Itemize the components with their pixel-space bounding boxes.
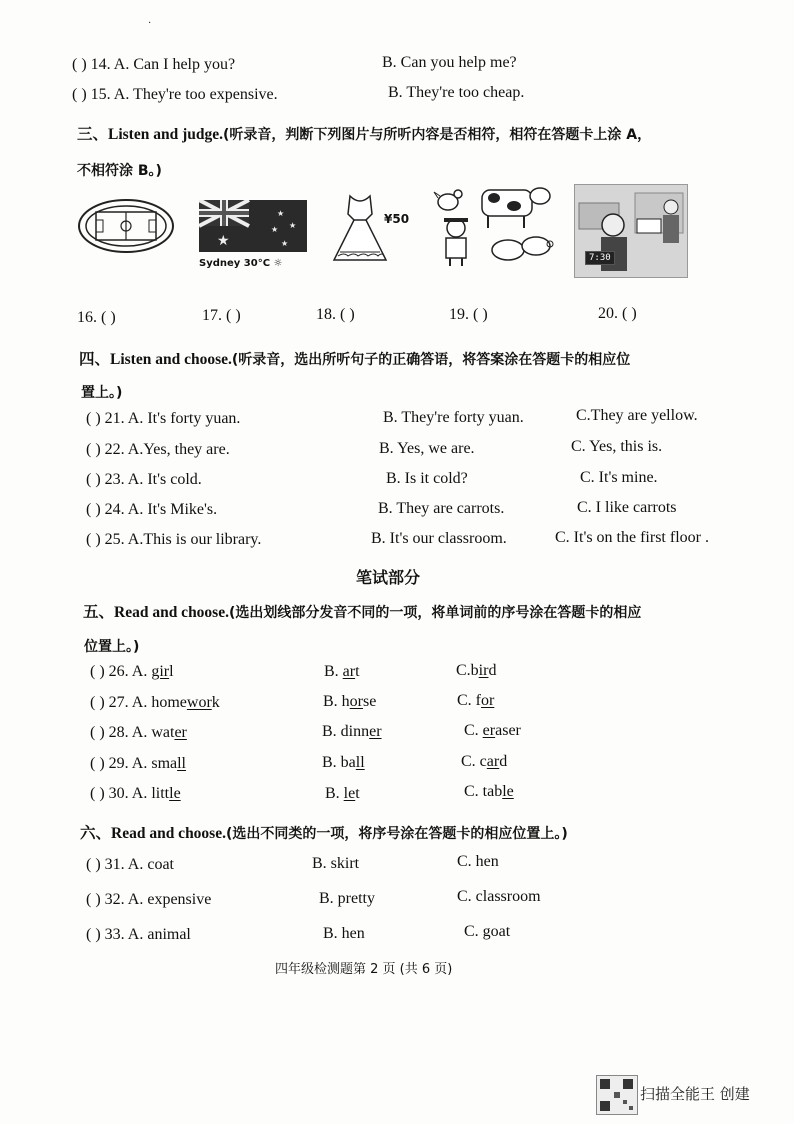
q33-row [86, 926, 191, 944]
q28-row [90, 724, 187, 742]
q14-row [72, 56, 235, 74]
svg-text:★: ★ [271, 225, 279, 234]
q30-option-b [325, 785, 360, 803]
option-text: t [355, 785, 360, 802]
answer-paren[interactable]: ( ) [90, 724, 105, 741]
q25-row [86, 531, 261, 549]
q26-row [90, 663, 174, 681]
option-text: C.b [456, 662, 479, 679]
q33-option-c: C. goat [464, 923, 511, 940]
option-text: B. ba [322, 754, 356, 771]
option-text: A. home [131, 694, 187, 711]
q21-row [86, 410, 240, 428]
section5-title-cn: (选出划线部分发音不同的一项，将单词前的序号涂在答题卡的相应 [228, 605, 642, 621]
underlined-part: le [502, 783, 514, 800]
section4-title-en: 四、Listen and choose. [79, 351, 232, 368]
question-number: 15. [90, 86, 111, 103]
underlined-part: ar [486, 753, 500, 770]
q24-row [86, 501, 217, 519]
question-number: 29. [108, 755, 129, 772]
underlined-part: wor [186, 694, 212, 711]
underlined-part: le [169, 785, 181, 802]
answer-paren[interactable]: ( ) [90, 785, 105, 802]
underlined-part: ar [342, 663, 356, 680]
q24-option-b: B. They are carrots. [378, 500, 505, 517]
australia-flag-picture [199, 200, 309, 270]
answer-18[interactable]: 18. ( ) [316, 306, 355, 323]
underlined-part: er [369, 723, 382, 740]
option-text: B. [325, 785, 344, 802]
q29-option-c [461, 753, 507, 771]
question-number: 33. [104, 926, 125, 943]
q15-option-b: B. They're too cheap. [388, 84, 525, 101]
q23-option-b: B. Is it cold? [386, 470, 468, 487]
q28-option-c [464, 722, 521, 740]
option-text: A. sma [131, 755, 178, 772]
svg-text:★: ★ [217, 233, 230, 249]
answer-paren[interactable]: ( ) [90, 755, 105, 772]
option-text: C. tab [464, 783, 503, 800]
q25-option-c: C. It's on the first floor . [555, 529, 709, 546]
question-number: 21. [104, 410, 125, 427]
q27-row [90, 694, 220, 712]
page-footer: 四年级检测题第 2 页 (共 6 页) [275, 962, 453, 977]
option-text: C. c [461, 753, 487, 770]
question-number: 31. [104, 856, 125, 873]
hen-icon [434, 190, 462, 210]
underlined-part: or [349, 693, 363, 710]
option-text: A. litt [131, 785, 170, 802]
answer-paren[interactable]: ( ) [86, 856, 101, 873]
cow-icon [482, 188, 550, 228]
farm-animals-picture [432, 184, 554, 268]
option-a: A. They're too expensive. [113, 86, 278, 103]
section5-title [83, 600, 641, 622]
option-a: A. It's forty yuan. [127, 410, 241, 427]
q27-option-b [323, 693, 376, 711]
pig-icon [492, 237, 553, 260]
option-a: A. animal [127, 926, 191, 943]
weather-caption: Sydney 30°C [199, 258, 271, 269]
underlined-part: er [174, 724, 187, 741]
dress-icon [330, 192, 390, 264]
scan-mark: · [148, 18, 152, 29]
flag-icon [199, 200, 307, 252]
q24-option-c: C. I like carrots [577, 499, 677, 516]
answer-paren[interactable]: ( ) [72, 86, 87, 103]
sun-icon: ☼ [273, 258, 283, 269]
question-number: 27. [108, 694, 129, 711]
q22-option-c: C. Yes, this is. [571, 438, 663, 455]
svg-text:★: ★ [281, 239, 289, 248]
answer-paren[interactable]: ( ) [86, 471, 101, 488]
section4-title [79, 347, 630, 369]
section5-title-cn2: 位置上。) [84, 639, 140, 655]
q29-row [90, 755, 186, 773]
answer-paren[interactable]: ( ) [72, 56, 87, 73]
q23-row [86, 471, 202, 489]
option-text: A. [131, 663, 152, 680]
svg-text:★: ★ [277, 209, 285, 218]
option-text: B. dinn [322, 723, 370, 740]
option-text: l [169, 663, 174, 680]
question-number: 23. [104, 471, 125, 488]
q30-row [90, 785, 181, 803]
underlined-part: ll [355, 754, 365, 771]
option-text: C. [464, 722, 483, 739]
question-number: 24. [104, 501, 125, 518]
underlined-part: or [481, 692, 495, 709]
option-text: se [363, 693, 377, 710]
flag-caption [199, 258, 309, 269]
section3-title-cn2: 不相符涂 B。) [77, 163, 162, 179]
answer-paren[interactable]: ( ) [86, 891, 101, 908]
section5-title-en: 五、Read and choose. [83, 604, 229, 621]
q15-row [72, 86, 278, 104]
farmer-icon [444, 218, 468, 266]
question-number: 28. [108, 724, 129, 741]
q22-row [86, 441, 230, 459]
clock-time: 7:30 [585, 251, 615, 265]
answer-20[interactable]: 20. ( ) [598, 305, 637, 322]
answer-paren[interactable]: ( ) [86, 410, 101, 427]
option-a [132, 785, 181, 802]
q31-option-c: C. hen [457, 853, 499, 870]
answer-17[interactable]: 17. ( ) [202, 307, 241, 324]
q26-option-c [456, 662, 496, 680]
q21-option-c: C.They are yellow. [576, 407, 698, 424]
option-a [132, 724, 187, 741]
option-text: C. f [457, 692, 481, 709]
answer-paren[interactable]: ( ) [90, 663, 105, 680]
option-a [132, 694, 220, 711]
svg-text:★: ★ [289, 221, 297, 230]
option-a: A. expensive [127, 891, 212, 908]
underlined-part: ir [478, 662, 489, 679]
answer-paren[interactable]: ( ) [86, 441, 101, 458]
question-number: 26. [108, 663, 129, 680]
written-part-heading: 笔试部分 [356, 568, 421, 587]
q32-option-c: C. classroom [457, 888, 541, 905]
question-number: 30. [108, 785, 129, 802]
option-text: aser [495, 722, 521, 739]
option-text: t [355, 663, 360, 680]
option-a: A. It's Mike's. [127, 501, 218, 518]
section4-title-cn: (听录音，选出所听句子的正确答语，将答案涂在答题卡的相应位 [231, 352, 631, 368]
section3-title-en: 三、Listen and judge. [77, 126, 223, 143]
section4-title-cn2: 置上。) [81, 385, 123, 401]
q14-option-b: B. Can you help me? [382, 54, 517, 71]
q32-option-b: B. pretty [319, 890, 375, 907]
question-number: 14. [90, 56, 111, 73]
option-text: A. wat [131, 724, 175, 741]
option-a: A.Yes, they are. [127, 441, 230, 458]
option-text: k [211, 694, 220, 711]
q30-option-c [464, 783, 514, 801]
q23-option-c: C. It's mine. [580, 469, 658, 486]
q33-option-b: B. hen [323, 925, 365, 942]
clock-scene-picture [574, 184, 688, 278]
option-a: A. It's cold. [127, 471, 202, 488]
option-a [132, 755, 186, 772]
answer-paren[interactable]: ( ) [90, 694, 105, 711]
question-number: 22. [104, 441, 125, 458]
option-text: B. [324, 663, 343, 680]
qr-code-graphic [597, 1076, 637, 1114]
option-text: d [499, 753, 508, 770]
q28-option-b [322, 723, 382, 741]
option-text: d [488, 662, 497, 679]
q26-option-b [324, 663, 360, 681]
answer-paren[interactable]: ( ) [86, 531, 101, 548]
sports-field-picture [76, 196, 176, 256]
underlined-part: le [343, 785, 356, 802]
q25-option-b: B. It's our classroom. [371, 530, 507, 547]
underlined-part: er [482, 722, 496, 739]
option-a: A. Can I help you? [113, 56, 236, 73]
section6-title [80, 821, 568, 843]
dress-price: ¥50 [384, 212, 410, 226]
question-number: 25. [104, 531, 125, 548]
option-text: B. h [323, 693, 350, 710]
section3-title-cn: (听录音，判断下列图片与所听内容是否相符，相符在答题卡上涂 A， [223, 127, 652, 143]
q31-row [86, 856, 174, 874]
q22-option-b: B. Yes, we are. [379, 440, 475, 457]
answer-19[interactable]: 19. ( ) [449, 306, 488, 323]
section3-title [77, 122, 651, 144]
underlined-part: gir [151, 663, 170, 680]
q21-option-b: B. They're forty yuan. [383, 409, 524, 426]
option-a [132, 663, 174, 680]
option-a: A.This is our library. [127, 531, 262, 548]
section6-title-en: 六、Read and choose. [80, 825, 226, 842]
question-number: 32. [104, 891, 125, 908]
underlined-part: ll [177, 755, 186, 772]
section6-title-cn: (选出不同类的一项，将序号涂在答题卡的相应位置上。) [225, 826, 568, 842]
option-a: A. coat [127, 856, 174, 873]
answer-paren[interactable]: ( ) [86, 501, 101, 518]
dress-picture [330, 192, 420, 267]
qr-code-icon [596, 1075, 638, 1115]
scanner-watermark: 扫描全能王 创建 [640, 1085, 750, 1103]
answer-paren[interactable]: ( ) [86, 926, 101, 943]
q29-option-b [322, 754, 365, 772]
q32-row [86, 891, 211, 909]
answer-16[interactable]: 16. ( ) [77, 309, 116, 326]
q31-option-b: B. skirt [312, 855, 360, 872]
q27-option-c [457, 692, 494, 710]
